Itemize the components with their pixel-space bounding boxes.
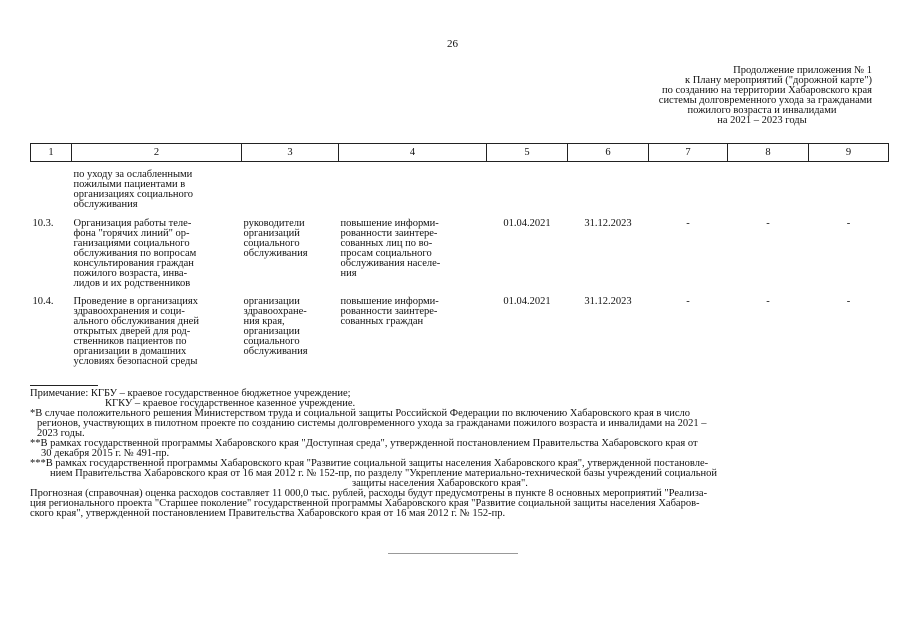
footnote-line: ***В рамках государственной программы Хабаровского края "Развитие социальной защиты населения Хабаровского края", утвержденной постановле-: [30, 458, 709, 469]
cell-line: лидов и их родственников: [73, 278, 191, 289]
cell-line: ального обслуживания дней: [73, 316, 199, 327]
cell-line: ственников пациентов по: [73, 336, 187, 347]
column-header: 2: [72, 144, 242, 162]
column-header: 1: [31, 144, 72, 162]
start-date: 01.04.2021: [503, 218, 551, 229]
end-date: 31.12.2023: [584, 218, 632, 229]
cell-line: здравоохранения и соци-: [73, 306, 185, 317]
column-header: 9: [809, 144, 889, 162]
activity-cell: [72, 289, 242, 367]
cell-line: обслуживания по вопросам: [73, 248, 197, 259]
footnote-line: нием Правительства Хабаровского края от 16 мая 2012 г. № 152-пр, по разделу "Укрепление материально-технической базы учреждений социальной: [50, 468, 718, 479]
cell-line: организации: [243, 326, 300, 337]
appendix-heading: [572, 66, 872, 126]
cell-dash: -: [766, 296, 770, 307]
forecast-line: ция регионального проекта "Старшее поколение" государственной программы Хабаровского края "Развитие социальной защиты населения Хабаров-: [30, 498, 700, 509]
cell-line: рованности заинтере-: [340, 228, 438, 239]
start-date: 01.04.2021: [503, 296, 551, 307]
appendix-heading-line: по созданию на территории Хабаровского края: [661, 85, 872, 96]
plan-table: [30, 143, 889, 367]
table-row: [31, 210, 889, 289]
cell-line: обслуживания: [243, 346, 308, 357]
footnote-separator: [30, 385, 98, 386]
forecast-line: ского края", утвержденной постановлением Правительства Хабаровского края от 16 мая 2012 г. № 152-пр.: [30, 508, 506, 519]
cell-dash: -: [766, 218, 770, 229]
cell-line: сованных лиц по во-: [340, 238, 433, 249]
footnote-line: 30 декабря 2015 г. № 491-пр.: [41, 448, 170, 459]
appendix-heading-line: к Плану мероприятий ("дорожной карте"): [684, 75, 872, 86]
cell-dash: -: [846, 296, 851, 307]
cell-line: организации: [243, 296, 300, 307]
cell-line: ния: [340, 268, 357, 279]
page-bottom-rule: [388, 553, 518, 554]
result-cell: [339, 289, 487, 367]
cell-line: ния края,: [243, 316, 285, 327]
column-header: 4: [339, 144, 487, 162]
appendix-heading-line: пожилого возраста и инвалидами: [687, 105, 837, 116]
cell-line: Организация работы теле-: [73, 218, 192, 229]
cell-line: просам социального: [340, 248, 432, 259]
responsible-cell: [242, 289, 339, 367]
appendix-heading-line: системы долговременного ухода за гражданами: [658, 95, 872, 106]
activity-cell: [72, 162, 242, 211]
footnote-line: 2023 годы.: [37, 428, 85, 439]
note-line: КГКУ – краевое государственное казенное учреждение.: [105, 398, 356, 409]
cell-line: по уходу за ослабленными: [73, 169, 193, 180]
result-cell: [339, 210, 487, 289]
end-date: 31.12.2023: [584, 296, 632, 307]
forecast-line: Прогнозная (справочная) оценка расходов составляет 11 000,0 тыс. рублей, расходы будут предусмотрены в пункте 8 основных мероприятий "Реализа-: [30, 488, 708, 499]
footnote-line: регионов, участвующих в пилотном проекте по созданию системы долговременного ухода за гражданами пожилого возраста и инвалидами на 2021 –: [37, 418, 707, 429]
cell-dash: -: [846, 218, 851, 229]
cell-line: пожилого возраста, инва-: [73, 268, 188, 279]
table-row: [31, 289, 889, 367]
cell-line: пожилыми пациентами в: [73, 179, 186, 190]
footnote-line: **В рамках государственной программы Хабаровского края "Доступная среда", утвержденной постановлением Правительства Хабаровского края от: [30, 438, 698, 449]
cell-line: здравоохране-: [243, 306, 307, 317]
cell-line: руководители: [243, 218, 305, 229]
item-number: 10.3.: [32, 218, 54, 229]
cell-dash: -: [686, 296, 690, 307]
notes-block: [30, 389, 877, 519]
cell-line: открытых дверей для род-: [73, 326, 191, 337]
column-header: 7: [649, 144, 728, 162]
note-line: Примечание: КГБУ – краевое государственное бюджетное учреждение;: [30, 388, 351, 399]
cell-line: обслуживания: [73, 199, 138, 210]
activity-cell: [72, 210, 242, 289]
column-header: 8: [728, 144, 809, 162]
cell-line: повышение информи-: [340, 218, 439, 229]
cell-line: организации в домашних: [73, 346, 187, 357]
appendix-heading-line: на 2021 – 2023 годы: [717, 115, 807, 126]
footnote-line: *В случае положительного решения Министерством труда и социальной защиты Российской Федерации по включению Хабаровского края в число: [30, 408, 691, 419]
cell-line: повышение информи-: [340, 296, 439, 307]
cell-line: Проведение в организациях: [73, 296, 198, 307]
cell-line: фона "горячих линий" ор-: [73, 228, 190, 239]
table-header-row: [31, 144, 889, 162]
cell-line: условиях безопасной среды: [73, 356, 198, 367]
cell-line: обслуживания населе-: [340, 258, 441, 269]
cell-dash: -: [686, 218, 690, 229]
appendix-heading-line: Продолжение приложения № 1: [733, 65, 872, 76]
cell-line: ганизациями социального: [73, 238, 190, 249]
page-number: 26: [447, 38, 458, 50]
column-header: 6: [568, 144, 649, 162]
cell-line: социального: [243, 336, 300, 347]
cell-line: сованных граждан: [340, 316, 424, 327]
item-number: 10.4.: [32, 296, 54, 307]
cell-line: консультирования граждан: [73, 258, 194, 269]
cell-line: социального: [243, 238, 300, 249]
column-header: 3: [242, 144, 339, 162]
responsible-cell: [242, 210, 339, 289]
table-row-continued: [31, 162, 889, 211]
cell-line: рованности заинтере-: [340, 306, 438, 317]
footnote-line: защиты населения Хабаровского края".: [352, 478, 528, 489]
column-header: 5: [487, 144, 568, 162]
cell-line: организаций: [243, 228, 300, 239]
cell-line: организациях социального: [73, 189, 194, 200]
cell-line: обслуживания: [243, 248, 308, 259]
